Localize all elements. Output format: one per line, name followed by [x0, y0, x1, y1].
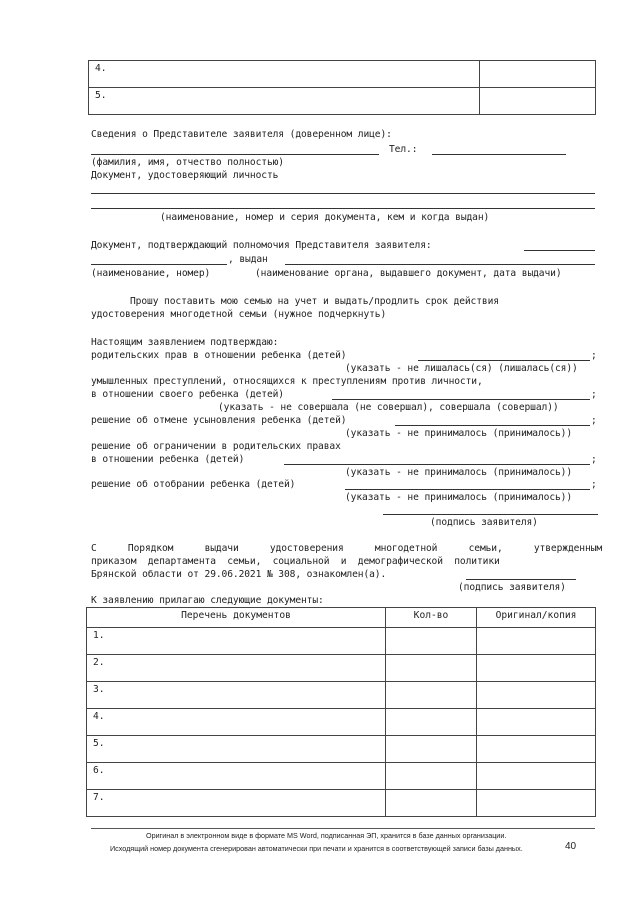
footer-line-2: Исходящий номер документа сгенерирован автоматически при печати и хранится в соответствующей записи базы данных. [110, 844, 523, 853]
table-row: 3. [87, 682, 386, 709]
procedure-signature-hint: (подпись заявителя) [458, 582, 566, 593]
signature-hint: (подпись заявителя) [430, 517, 538, 528]
parental-rights-hint: (указать - не лишалась(ся) (лишалась(ся)) [345, 363, 578, 374]
table-row: 6. [87, 763, 386, 790]
confirm-heading: Настоящим заявлением подтверждаю: [91, 337, 279, 348]
table-cell[interactable] [477, 682, 596, 709]
procedure-signature-field[interactable] [466, 579, 576, 580]
request-line-2: удостоверения многодетной семьи (нужное подчеркнуть) [91, 309, 387, 320]
table-row: 1. [87, 628, 386, 655]
procedure-line-1 [91, 543, 602, 554]
footer-line-1: Оригинал в электронном виде в формате MS Word, подписанная ЭП, хранится в базе данных организации. [146, 831, 507, 840]
tel-field[interactable] [432, 154, 566, 155]
issuer-hint: (наименование органа, выдавшего документ, дата выдачи) [255, 268, 562, 279]
crimes-label-2: в отношении своего ребенка (детей) [91, 389, 284, 400]
procedure-line-1-text: С Порядком выдачи удостоверения многодетной семьи, утвержденным [91, 543, 602, 554]
top-table [88, 60, 596, 115]
authority-label: Документ, подтверждающий полномочия Представителя заявителя: [91, 240, 432, 251]
id-doc-hint: (наименование, номер и серия документа, кем и когда выдан) [160, 212, 490, 223]
table-cell [480, 61, 596, 88]
table-cell[interactable] [386, 790, 477, 817]
restriction-field[interactable] [284, 464, 590, 465]
crimes-field[interactable] [332, 399, 590, 400]
table-row-label: 4. [89, 61, 480, 88]
adoption-field[interactable] [395, 425, 590, 426]
semicolon: ; [591, 389, 597, 400]
restriction-label-1: решение об ограничении в родительских правах [91, 441, 341, 452]
footer-divider [91, 828, 595, 829]
table-cell[interactable] [477, 790, 596, 817]
authority-name-field[interactable] [91, 264, 227, 265]
procedure-line-2-text: приказом департамента семьи, социальной и демографической политики [91, 556, 500, 567]
table-row: 5. [87, 736, 386, 763]
table-row: 2. [87, 655, 386, 682]
signature-field[interactable] [383, 514, 598, 515]
page-number: 40 [565, 841, 577, 852]
table-cell[interactable] [386, 736, 477, 763]
removal-label: решение об отобрании ребенка (детей) [91, 479, 296, 490]
semicolon: ; [591, 415, 597, 426]
semicolon: ; [591, 479, 597, 490]
table-cell[interactable] [477, 628, 596, 655]
id-doc-field-1[interactable] [91, 193, 595, 194]
removal-field[interactable] [345, 489, 590, 490]
table-cell[interactable] [477, 736, 596, 763]
fio-hint: (фамилия, имя, отчество полностью) [91, 157, 284, 168]
issuer-field[interactable] [285, 264, 595, 265]
crimes-label-1: умышленных преступлений, относящихся к преступлениям против личности, [91, 376, 483, 387]
table-cell [480, 88, 596, 115]
authority-field[interactable] [524, 250, 595, 251]
column-header: Оригинал/копия [477, 608, 596, 628]
fio-field[interactable] [91, 154, 379, 155]
removal-hint: (указать - не принималось (принималось)) [345, 492, 573, 503]
table-cell[interactable] [477, 709, 596, 736]
table-cell[interactable] [386, 763, 477, 790]
representative-heading: Сведения о Представителе заявителя (доверенном лице): [91, 129, 392, 140]
issued-label: , выдан [228, 254, 268, 265]
column-header: Кол-во [386, 608, 477, 628]
procedure-line-3: Брянской области от 29.06.2021 № 308, ознакомлен(а). [91, 569, 387, 580]
adoption-label: решение об отмене усыновления ребенка (детей) [91, 415, 347, 426]
tel-label: Тел.: [389, 144, 418, 155]
table-cell[interactable] [386, 655, 477, 682]
table-cell[interactable] [477, 763, 596, 790]
table-cell[interactable] [477, 655, 596, 682]
parental-rights-label: родительских прав в отношении ребенка (детей) [91, 350, 347, 361]
column-header: Перечень документов [87, 608, 386, 628]
documents-heading: К заявлению прилагаю следующие документы: [91, 595, 324, 606]
semicolon: ; [591, 350, 597, 361]
semicolon: ; [591, 454, 597, 465]
table-row: 7. [87, 790, 386, 817]
procedure-line-2 [91, 556, 602, 567]
parental-rights-field[interactable] [418, 360, 590, 361]
crimes-hint: (указать - не совершала (не совершал), совершала (совершал)) [218, 402, 559, 413]
restriction-hint: (указать - не принималось (принималось)) [345, 467, 573, 478]
adoption-hint: (указать - не принималось (принималось)) [345, 428, 573, 439]
documents-table [86, 607, 596, 817]
id-doc-label: Документ, удостоверяющий личность [91, 170, 279, 181]
table-cell[interactable] [386, 709, 477, 736]
table-row: 4. [87, 709, 386, 736]
id-doc-field-2[interactable] [91, 208, 595, 209]
restriction-label-2: в отношении ребенка (детей) [91, 454, 245, 465]
name-number-hint: (наименование, номер) [91, 268, 211, 279]
table-cell[interactable] [386, 628, 477, 655]
table-row-label: 5. [89, 88, 480, 115]
request-line-1: Прошу поставить мою семью на учет и выдать/продлить срок действия [130, 296, 499, 307]
table-cell[interactable] [386, 682, 477, 709]
